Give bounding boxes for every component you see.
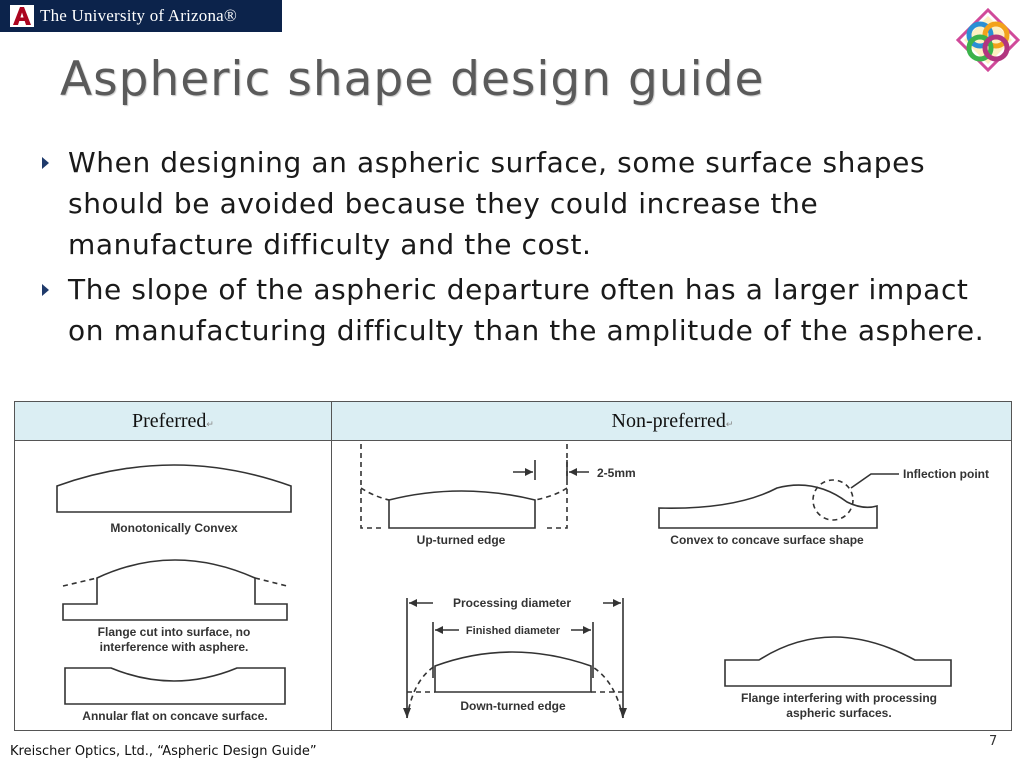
shape-diagrams <box>15 402 1011 730</box>
label-flange-line1: Flange cut into surface, no <box>97 625 251 639</box>
label-interfering-line1: Flange interfering with processing <box>740 691 938 705</box>
triangle-right-icon <box>42 157 49 169</box>
page-number: 7 <box>989 734 998 749</box>
flange-interfering-shape <box>725 637 951 686</box>
label-gap: 2-5mm <box>597 466 636 480</box>
triangle-right-icon <box>42 284 49 296</box>
label-annular: Annular flat on concave surface. <box>82 709 268 723</box>
page-title: Aspheric shape design guide <box>60 52 765 107</box>
monotonic-convex-shape <box>57 465 291 512</box>
label-convex-concave: Convex to concave surface shape <box>670 533 864 547</box>
bullet-item <box>36 142 996 265</box>
banner-text: The University of Arizona® <box>40 6 238 25</box>
bullet-list <box>36 142 996 355</box>
label-downturned: Down-turned edge <box>460 699 566 713</box>
bullet-text: The slope of the aspheric departure often has a larger impact on manufacturing difficulty than the amplitude of the asphere. <box>68 273 985 347</box>
shape-comparison-table <box>14 401 1012 731</box>
convex-concave-shape <box>659 474 899 528</box>
block-a-icon <box>10 5 34 27</box>
footer-citation: Kreischer Optics, Ltd., “Aspheric Design Guide” <box>10 744 317 759</box>
label-flange-line2: interference with asphere. <box>99 640 249 654</box>
label-inflection: Inflection point <box>903 467 989 481</box>
label-upturned: Up-turned edge <box>416 533 506 547</box>
bullet-text: When designing an aspheric surface, some surface shapes should be avoided because they could increase the manufacture difficulty and the cost. <box>68 146 926 261</box>
label-processing-diameter: Processing diameter <box>452 596 572 610</box>
interlocked-rings-logo-icon <box>956 8 1020 72</box>
header-preferred-label: Preferred <box>132 410 207 432</box>
annular-flat-shape <box>65 668 285 704</box>
flange-cut-shape <box>63 560 287 620</box>
header-non-preferred-label: Non-preferred <box>611 410 726 432</box>
university-banner[interactable] <box>0 0 282 32</box>
upturned-edge-shape <box>361 444 589 528</box>
return-mark: ↵ <box>725 419 734 429</box>
bullet-item <box>36 269 996 351</box>
return-mark: ↵ <box>206 419 214 429</box>
label-finished-diameter: Finished diameter <box>465 625 561 637</box>
label-monotonic: Monotonically Convex <box>110 521 238 535</box>
label-interfering-line2: aspheric surfaces. <box>786 706 892 720</box>
